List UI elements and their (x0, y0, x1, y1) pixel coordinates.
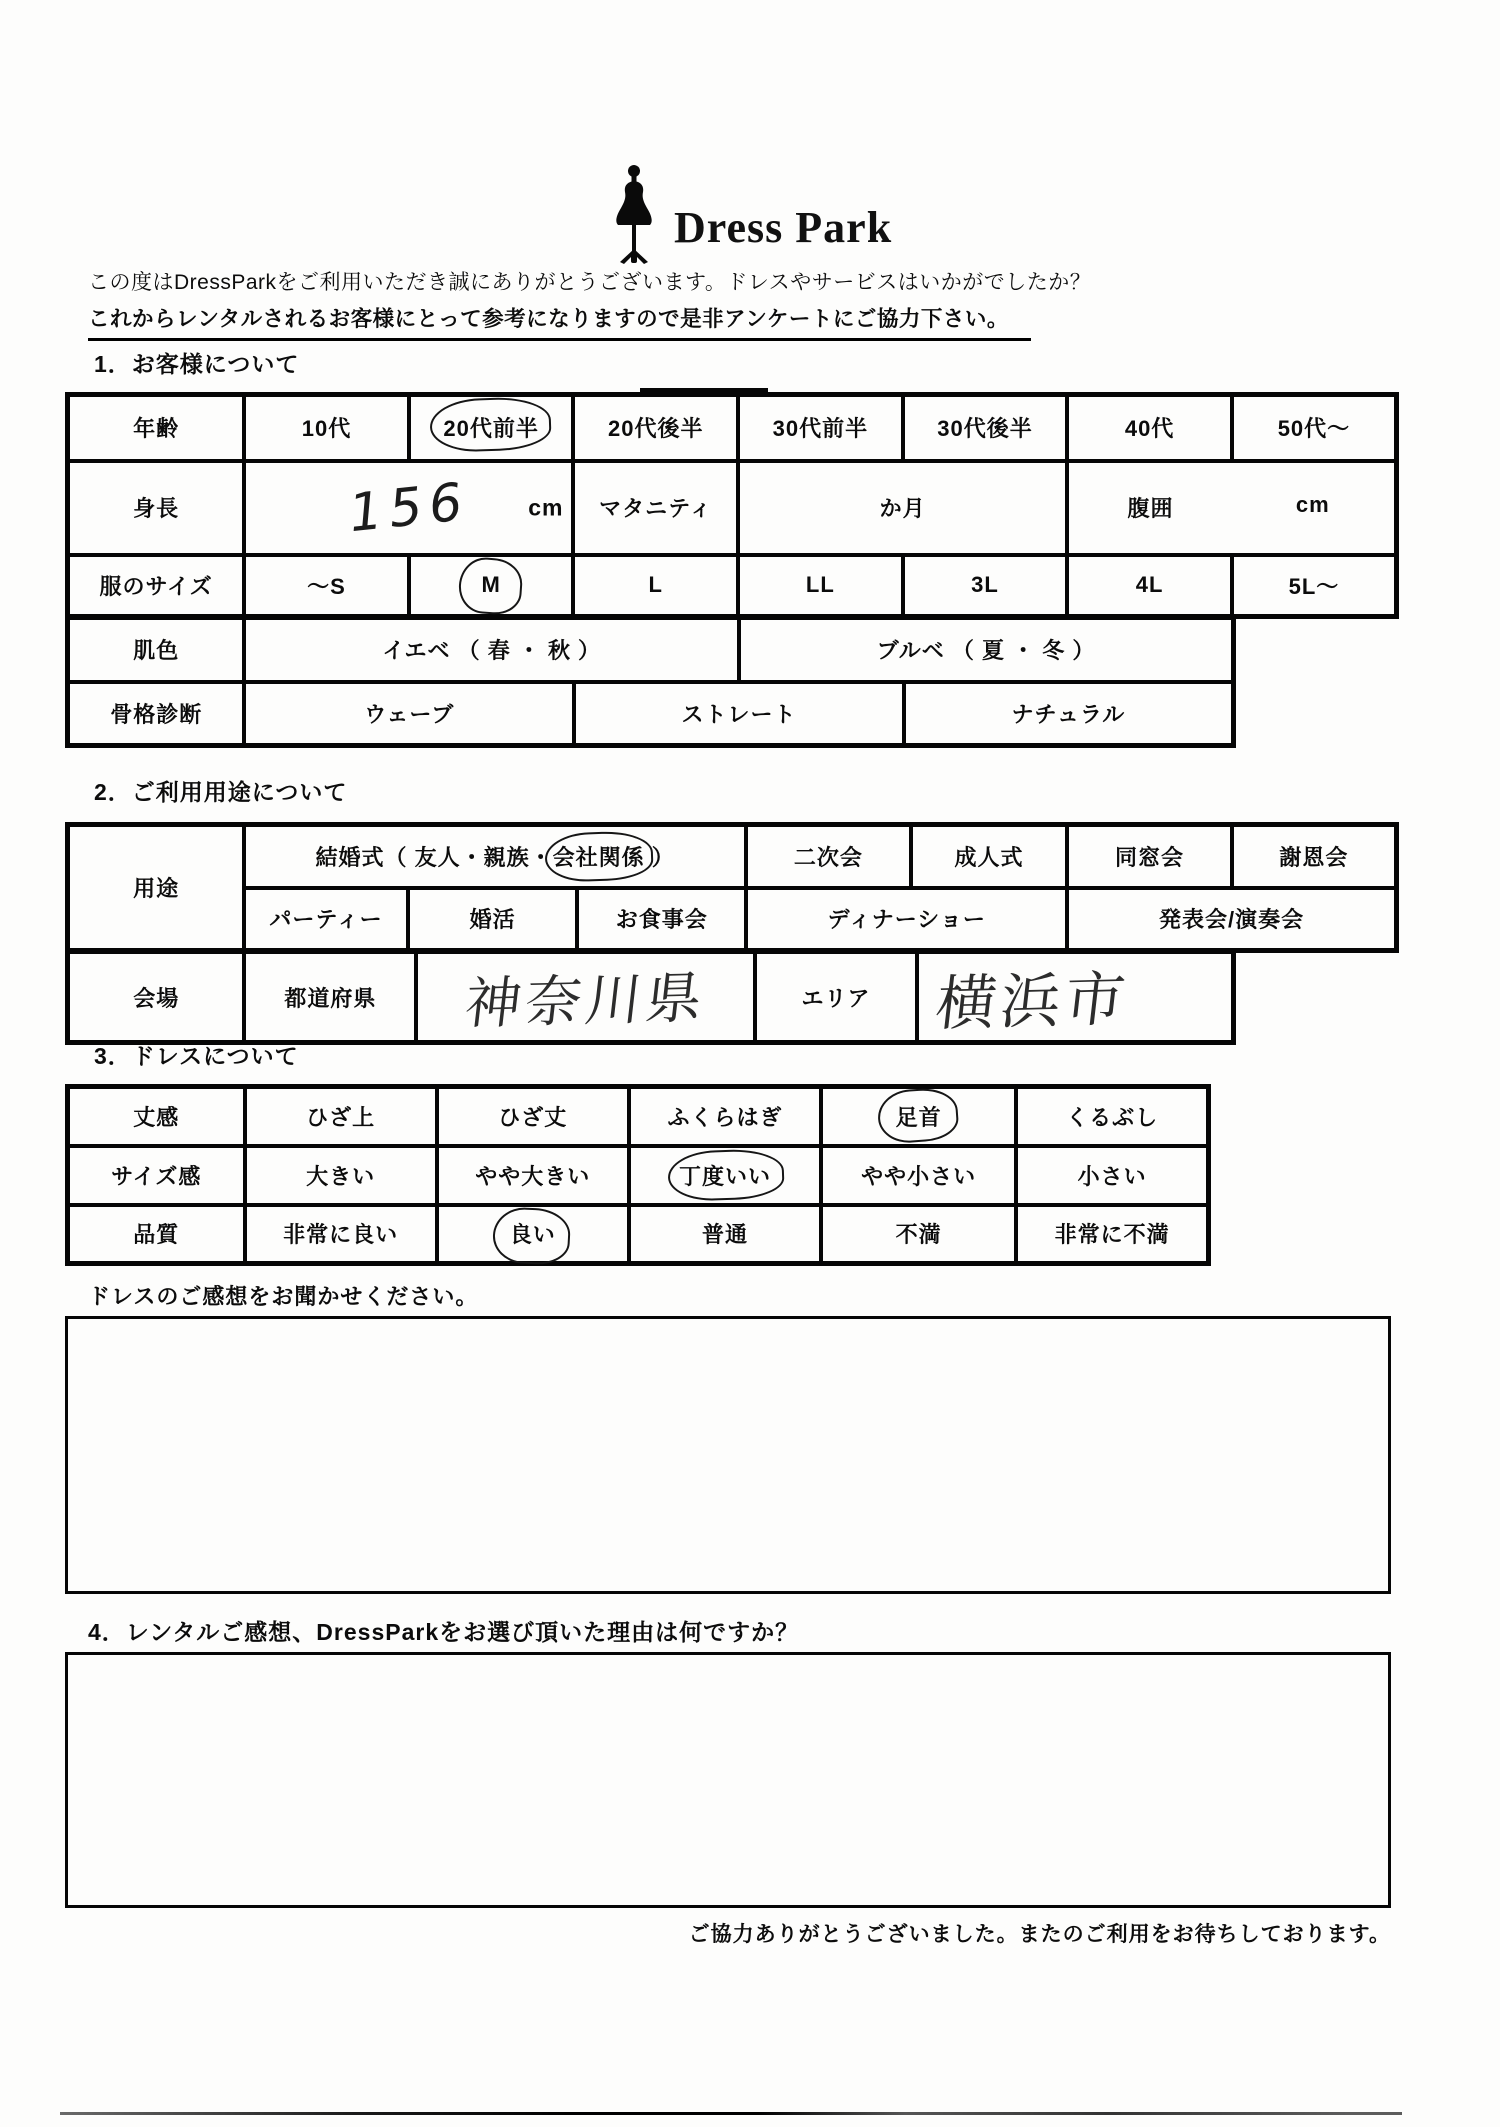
logo (608, 164, 892, 264)
fit-row (68, 1146, 1209, 1205)
option-label: LL (805, 572, 835, 598)
size-option (903, 555, 1068, 617)
section3-heading: 3．ドレスについて (94, 1043, 299, 1069)
skin-row (68, 618, 1234, 682)
quality-option: 非常に不満 (1016, 1205, 1208, 1264)
venue-label: 会場 (68, 952, 245, 1043)
size-option (1067, 555, 1232, 617)
age-option (573, 395, 738, 461)
purpose-row-1 (68, 825, 1397, 888)
dress-feedback-prompt: ドレスのご感想をお聞かせください。 (88, 1284, 479, 1309)
fit-option: やや小さい (821, 1146, 1016, 1205)
age-option (903, 395, 1068, 461)
area-label: エリア (755, 952, 917, 1043)
option-label: 30代前半 (772, 416, 869, 442)
circled-answer: M (481, 572, 501, 598)
dress-feedback-box (65, 1316, 1391, 1594)
size-option-selected (409, 555, 574, 617)
age-option (1232, 395, 1397, 461)
option-label: 3L (971, 572, 999, 598)
length-option-selected (821, 1087, 1016, 1146)
option-label: 4L (1135, 572, 1164, 598)
age-label: 年齢 (68, 395, 245, 461)
fit-option: 小さい (1016, 1146, 1208, 1205)
length-option: ふくらはぎ (629, 1087, 821, 1146)
purpose-label: 用途 (68, 825, 245, 951)
age-option (738, 395, 903, 461)
height-label: 身長 (68, 461, 245, 555)
size-option (573, 555, 738, 617)
frame-option: ストレート (574, 682, 904, 746)
option-label: 10代 (301, 416, 352, 442)
rental-feedback-box (65, 1652, 1391, 1908)
length-option: ひざ上 (245, 1087, 437, 1146)
prefecture-value-cell (416, 952, 755, 1043)
height-unit: cm (528, 494, 564, 520)
area-value-cell (917, 952, 1234, 1043)
option-label: L (648, 572, 663, 598)
skin-option-yellow: イエベ （ 春 ・ 秋 ） (244, 618, 739, 682)
frame-option: ウェーブ (244, 682, 574, 746)
wedding-suffix: ） (644, 844, 675, 870)
size-option (738, 555, 903, 617)
purpose-option: 成人式 (911, 825, 1068, 888)
height-handwritten-value: 156 (345, 471, 472, 544)
footer-thanks-text: ご協力ありがとうございました。またのご利用をお待ちしております。 (688, 1923, 1391, 1946)
quality-row (68, 1205, 1209, 1264)
option-label: 20代後半 (608, 416, 704, 442)
frame-option: ナチュラル (904, 682, 1234, 746)
skin-option-blue: ブルベ （ 夏 ・ 冬 ） (739, 618, 1234, 682)
fit-option: やや大きい (437, 1146, 629, 1205)
intro-emphasis-text: これからレンタルされるお客様にとって参考になりますので是非アンケートにご協力下さい。 (88, 302, 1031, 341)
quality-label: 品質 (68, 1205, 245, 1264)
purpose-option: 謝恩会 (1232, 825, 1397, 888)
size-label: 服のサイズ (68, 555, 245, 617)
section2-heading: 2．ご利用用途について (94, 779, 348, 805)
purpose-option: 同窓会 (1067, 825, 1232, 888)
purpose-option: お食事会 (577, 888, 746, 951)
purpose-option-wedding (244, 825, 746, 888)
option-label: 30代後半 (937, 416, 1033, 442)
fit-option: 大きい (245, 1146, 437, 1205)
quality-option: 普通 (629, 1205, 821, 1264)
dress-table (65, 1084, 1211, 1266)
scan-artifact (640, 388, 768, 395)
length-option: くるぶし (1016, 1087, 1208, 1146)
maternity-months-cell: か月 (738, 461, 1067, 555)
prefecture-label: 都道府県 (244, 952, 416, 1043)
frame-label: 骨格診断 (68, 682, 245, 746)
option-label: 40代 (1124, 416, 1175, 442)
age-row (68, 395, 1397, 461)
quality-option-selected (437, 1205, 629, 1264)
section4-heading: 4．レンタルご感想、DressParkをお選び頂いた理由は何ですか？ (88, 1619, 800, 1645)
waist-unit: cm (1295, 492, 1330, 517)
intro-text: この度はDressParkをご利用いただき誠にありがとうございます。ドレスやサービスはいかがでしたか？ (88, 271, 1092, 294)
area-handwritten-value: 横浜市 (932, 965, 1133, 1038)
age-option (244, 395, 409, 461)
age-option-selected (409, 395, 574, 461)
waist-cell (1067, 461, 1396, 555)
option-label: 50代～ (1277, 416, 1351, 442)
quality-option: 非常に良い (245, 1205, 437, 1264)
length-label: 丈感 (68, 1087, 245, 1146)
usage-table (65, 822, 1399, 1045)
circled-answer: 20代前半 (443, 412, 538, 443)
maternity-label: マタニティ (573, 461, 738, 555)
option-label: ～S (307, 573, 346, 599)
waist-label: 腹囲 (1127, 496, 1174, 521)
length-row (68, 1087, 1209, 1146)
customer-table (65, 392, 1399, 748)
dress-form-icon (608, 164, 660, 264)
venue-row (68, 952, 1234, 1043)
option-label: 5L～ (1288, 573, 1340, 599)
purpose-option: 二次会 (746, 825, 911, 888)
purpose-option: パーティー (244, 888, 408, 951)
height-row (68, 461, 1397, 555)
size-row (68, 555, 1397, 617)
circled-answer: 会社関係 (553, 841, 645, 872)
fit-option-selected (629, 1146, 821, 1205)
length-option: ひざ丈 (437, 1087, 629, 1146)
section1-heading: 1．お客様について (94, 351, 300, 377)
circled-answer: 良い (510, 1218, 556, 1249)
purpose-row-2 (68, 888, 1397, 951)
frame-row (68, 682, 1234, 746)
circled-answer: 足首 (896, 1101, 942, 1132)
size-option (1232, 555, 1397, 617)
logo-text: Dress Park (674, 203, 893, 252)
size-option (244, 555, 409, 617)
purpose-option: 発表会/演奏会 (1067, 888, 1396, 951)
wedding-prefix: 結婚式（ 友人・親族・ (315, 844, 553, 870)
skin-label: 肌色 (68, 618, 245, 682)
purpose-option: 婚活 (408, 888, 578, 951)
quality-option: 不満 (821, 1205, 1016, 1264)
purpose-option: ディナーショー (746, 888, 1067, 951)
fit-label: サイズ感 (68, 1146, 245, 1205)
height-value-cell (244, 461, 573, 555)
prefecture-handwritten-value: 神奈川県 (461, 965, 710, 1036)
scan-edge-line (60, 2112, 1402, 2115)
circled-answer: 丁度いい (679, 1160, 771, 1191)
age-option (1067, 395, 1232, 461)
